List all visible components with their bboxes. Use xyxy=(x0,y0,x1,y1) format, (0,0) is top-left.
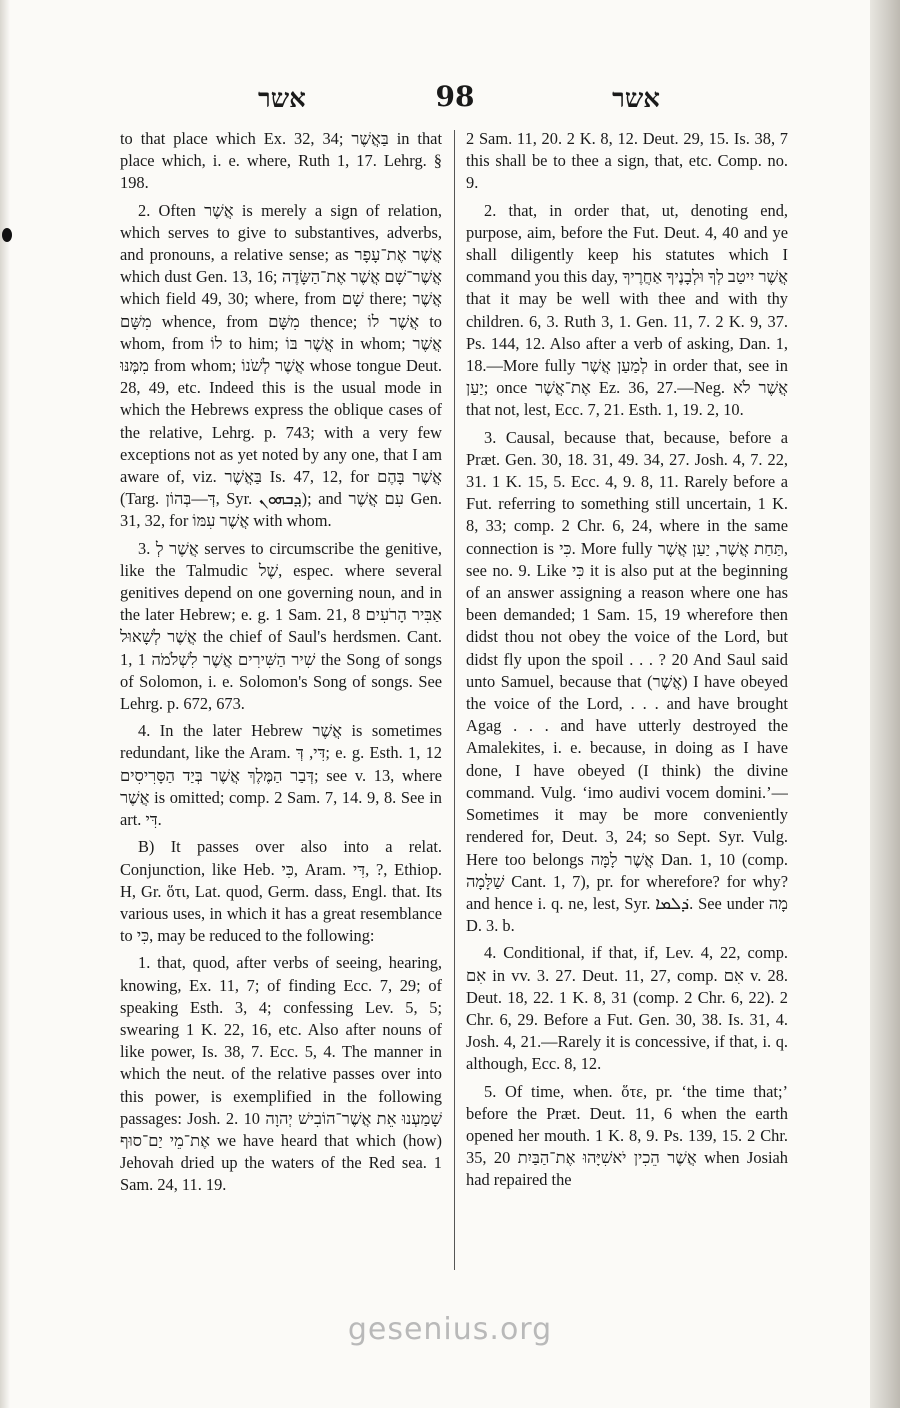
running-headword-right: אשר xyxy=(612,84,660,114)
paragraph: 2 Sam. 11, 20. 2 K. 8, 12. Deut. 29, 15. Is. 38, 7 this shall be to thee a sign, that, etc. Comp. no. 9. xyxy=(466,129,788,193)
paragraph: 5. Of time, when. ὅτε, pr. ‘the time that;’ before the Præt. Deut. 11, 6 when the earth opened her mouth. 1 K. 8, 9. Ps. 139, 15. 2 Chr. 35, 20 אֲשֶׁר הֵכִין יֹאשִׁיָּהוּ אֶת־הַבַּיִת when Josiah had repaired the xyxy=(466,1081,788,1190)
paragraph: 2. that, in order that, ut, denoting end, purpose, aim, before the Fut. Deut. 4, 40 and ye shall diligently keep his statutes which I command you this day, אֲשֶׁר יִיטַב לְךָ וּלְבָנֶיךָ אַחֲרֶיךָ that it may be well with thee and with thy children. 6, 3. Ruth 3, 1. Gen. 11, 7. 2 K. 9, 37. Ps. 144, 12. Also after a verb of asking, Dan. 1, 18.—More fully לְמַעַן אֲשֶׁר in order that, see in יַעַן; once אֶת־אֲשֶׁר Ez. 36, 27.—Neg. אֲשֶׁר לֹא that not, lest, Ecc. 7, 21. Esth. 1, 19. 2, 10. xyxy=(466,200,788,420)
watermark: gesenius.org xyxy=(347,1312,553,1347)
page-right-edge xyxy=(870,0,900,1408)
column-divider xyxy=(454,130,455,1270)
running-headword-left: אשר xyxy=(258,84,306,114)
paragraph: B) It passes over also into a relat. Conjunction, like Heb. כִּי, Aram. דִּי, ?, Ethiop. H, Gr. ὅτι, Lat. quod, Germ. dass, Engl. that. Its various uses, in which it has a great resemblance to כִּי, may be reduced to the following: xyxy=(120,837,442,946)
right-column xyxy=(466,128,788,1278)
paragraph: 1. that, quod, after verbs of seeing, hearing, knowing, Ex. 11, 7; of finding Ecc. 7, 29; of speaking Esth. 3, 4; confessing Lev. 5, 5; swearing 1 K. 22, 16, etc. Also after nouns of like power, Is. 38, 7. Ecc. 5, 4. The manner in which the neut. of the relative passes over into this power, is exemplified in the following passages: Josh. 2. 10 שָׁמַעְנוּ אֵת אֲשֶׁר־הוֹבִישׁ יְהוָה אֶת־מֵי יַם־סוּף we have heard that which (how) Jehovah dried up the waters of the Red sea. 1 Sam. 24, 11. 19. xyxy=(120,953,442,1195)
paragraph: 3. אֲשֶׁר לְ serves to circumscribe the genitive, like the Talmudic שֶׁל, espec. where several genitives depend on one governing noun, and in the later Hebrew; e. g. 1 Sam. 21, 8 אַבִּיר הָרֹעִים אֲשֶׁר לְשָׁאוּל the chief of Saul's herdsmen. Cant. 1, 1 שִׁיר הַשִּׁירִים אֲשֶׁר לִשְׁלֹמֹה the Song of songs of Solomon, i. e. Solomon's Song of songs. See Lehrg. p. 672, 673. xyxy=(120,538,442,714)
page-header xyxy=(120,80,790,120)
page-left-edge xyxy=(0,0,10,1408)
paragraph: 4. In the later Hebrew אֲשֶׁר is sometimes redundant, like the Aram. דִּי, דְּ; e. g. Esth. 1, 12 דְּבַר הַמֶּלֶךְ אֲשֶׁר בְּיַד הַסָּרִיסִים; see v. 13, where אֲשֶׁר is omitted; comp. 2 Sam. 7, 14. 9, 8. See in art. דִּי. xyxy=(120,721,442,830)
left-column xyxy=(120,128,442,1278)
binding-hole xyxy=(2,228,12,242)
paragraph: to that place which Ex. 32, 34; בַּאֲשֶׁר in that place which, i. e. where, Ruth 1, 17. Lehrg. § 198. xyxy=(120,129,442,193)
page-number: 98 xyxy=(435,80,475,113)
paragraph: 4. Conditional, if that, if, Lev. 4, 22, comp. אִם in vv. 3. 27. Deut. 11, 27, comp. אִם v. 28. Deut. 18, 22. 1 K. 8, 31 (comp. 2 Chr. 6, 22). 2 Chr. 6, 29. Before a Fut. Gen. 30, 38. Is. 31, 4. Josh. 4, 21.—Rarely it is concessive, if that, i. q. although, Ecc. 8, 12. xyxy=(466,943,788,1074)
paragraph: 3. Causal, because that, because, before a Præt. Gen. 30, 18. 31, 49. 34, 27. Josh. 4, 7. 22, 31. 1 K. 15, 5. Ecc. 4, 9. 8, 11. Rarely before a Fut. referring to something still uncertain, 1 K. 8, 33; comp. 2 Chr. 6, 24, where in the same connection is כִּי. More fully תַּחַת אֲשֶׁר, יַעַן אֲשֶׁר, see no. 9. Like כִּי it is also put at the beginning of an answer assigning a reason where one has been demanded; 1 Sam. 15, 19 wherefore then didst thou not obey the voice of the Lord, but didst fly upon the spoil . . . ? 20 And Saul said unto Samuel, because that (אֲשֶׁר) I have obeyed the voice of the Lord, . . . and have brought Agag . . . and have utterly destroyed the Amalekites, i. e. because, in doing as I have done, I have obeyed (I think) the divine command. Vulg. ‘imo audivi vocem domini.’—Sometimes it may be more conveniently rendered for, Deut. 3, 24; so Sept. Syr. Vulg. Here too belongs אֲשֶׁר לָמָּה Dan. 1, 10 (comp. שַׁלָּמָה Cant. 1, 7), pr. for wherefore? for why? and hence i. q. ne, lest, Syr. ܕ݁ܠܡܐ. See under מָה D. 3. b. xyxy=(466,427,788,936)
paragraph: 2. Often אֲשֶׁר is merely a sign of relation, which serves to give to substantives, adverbs, and pronouns, a relative sense; as אֲשֶׁר אֶת־עָפָר which dust Gen. 13, 16; אֲשֶׁר־שָׁם אֲשֶׁר אֶת־הַשָּׂדֶה which field 49, 30; where, from שָׁם there; אֲשֶׁר מִשָּׁם whence, from מִשָּׁם thence; אֲשֶׁר לוֹ to whom, from לוֹ to him; אֲשֶׁר בּוֹ in whom; אֲשֶׁר מִמֶּנּוּ from whom; אֲשֶׁר לְשֹׁנוֹ whose tongue Deut. 28, 49, etc. Indeed this is the usual mode in which the Hebrews express the oblique cases of the relative, Lehrg. p. 743; with a very few exceptions not as yet noted by any one, that I am aware of, viz. בַּאֲשֶׁר Is. 47, 12, for אֲשֶׁר בָּהֶם (Targ. דְּ—בְּהוֹן, Syr. ܕ݂ܒܗܘܢ); and עִם אֲשֶׁר Gen. 31, 32, for אֲשֶׁר עִמּוֹ with whom. xyxy=(120,200,442,531)
